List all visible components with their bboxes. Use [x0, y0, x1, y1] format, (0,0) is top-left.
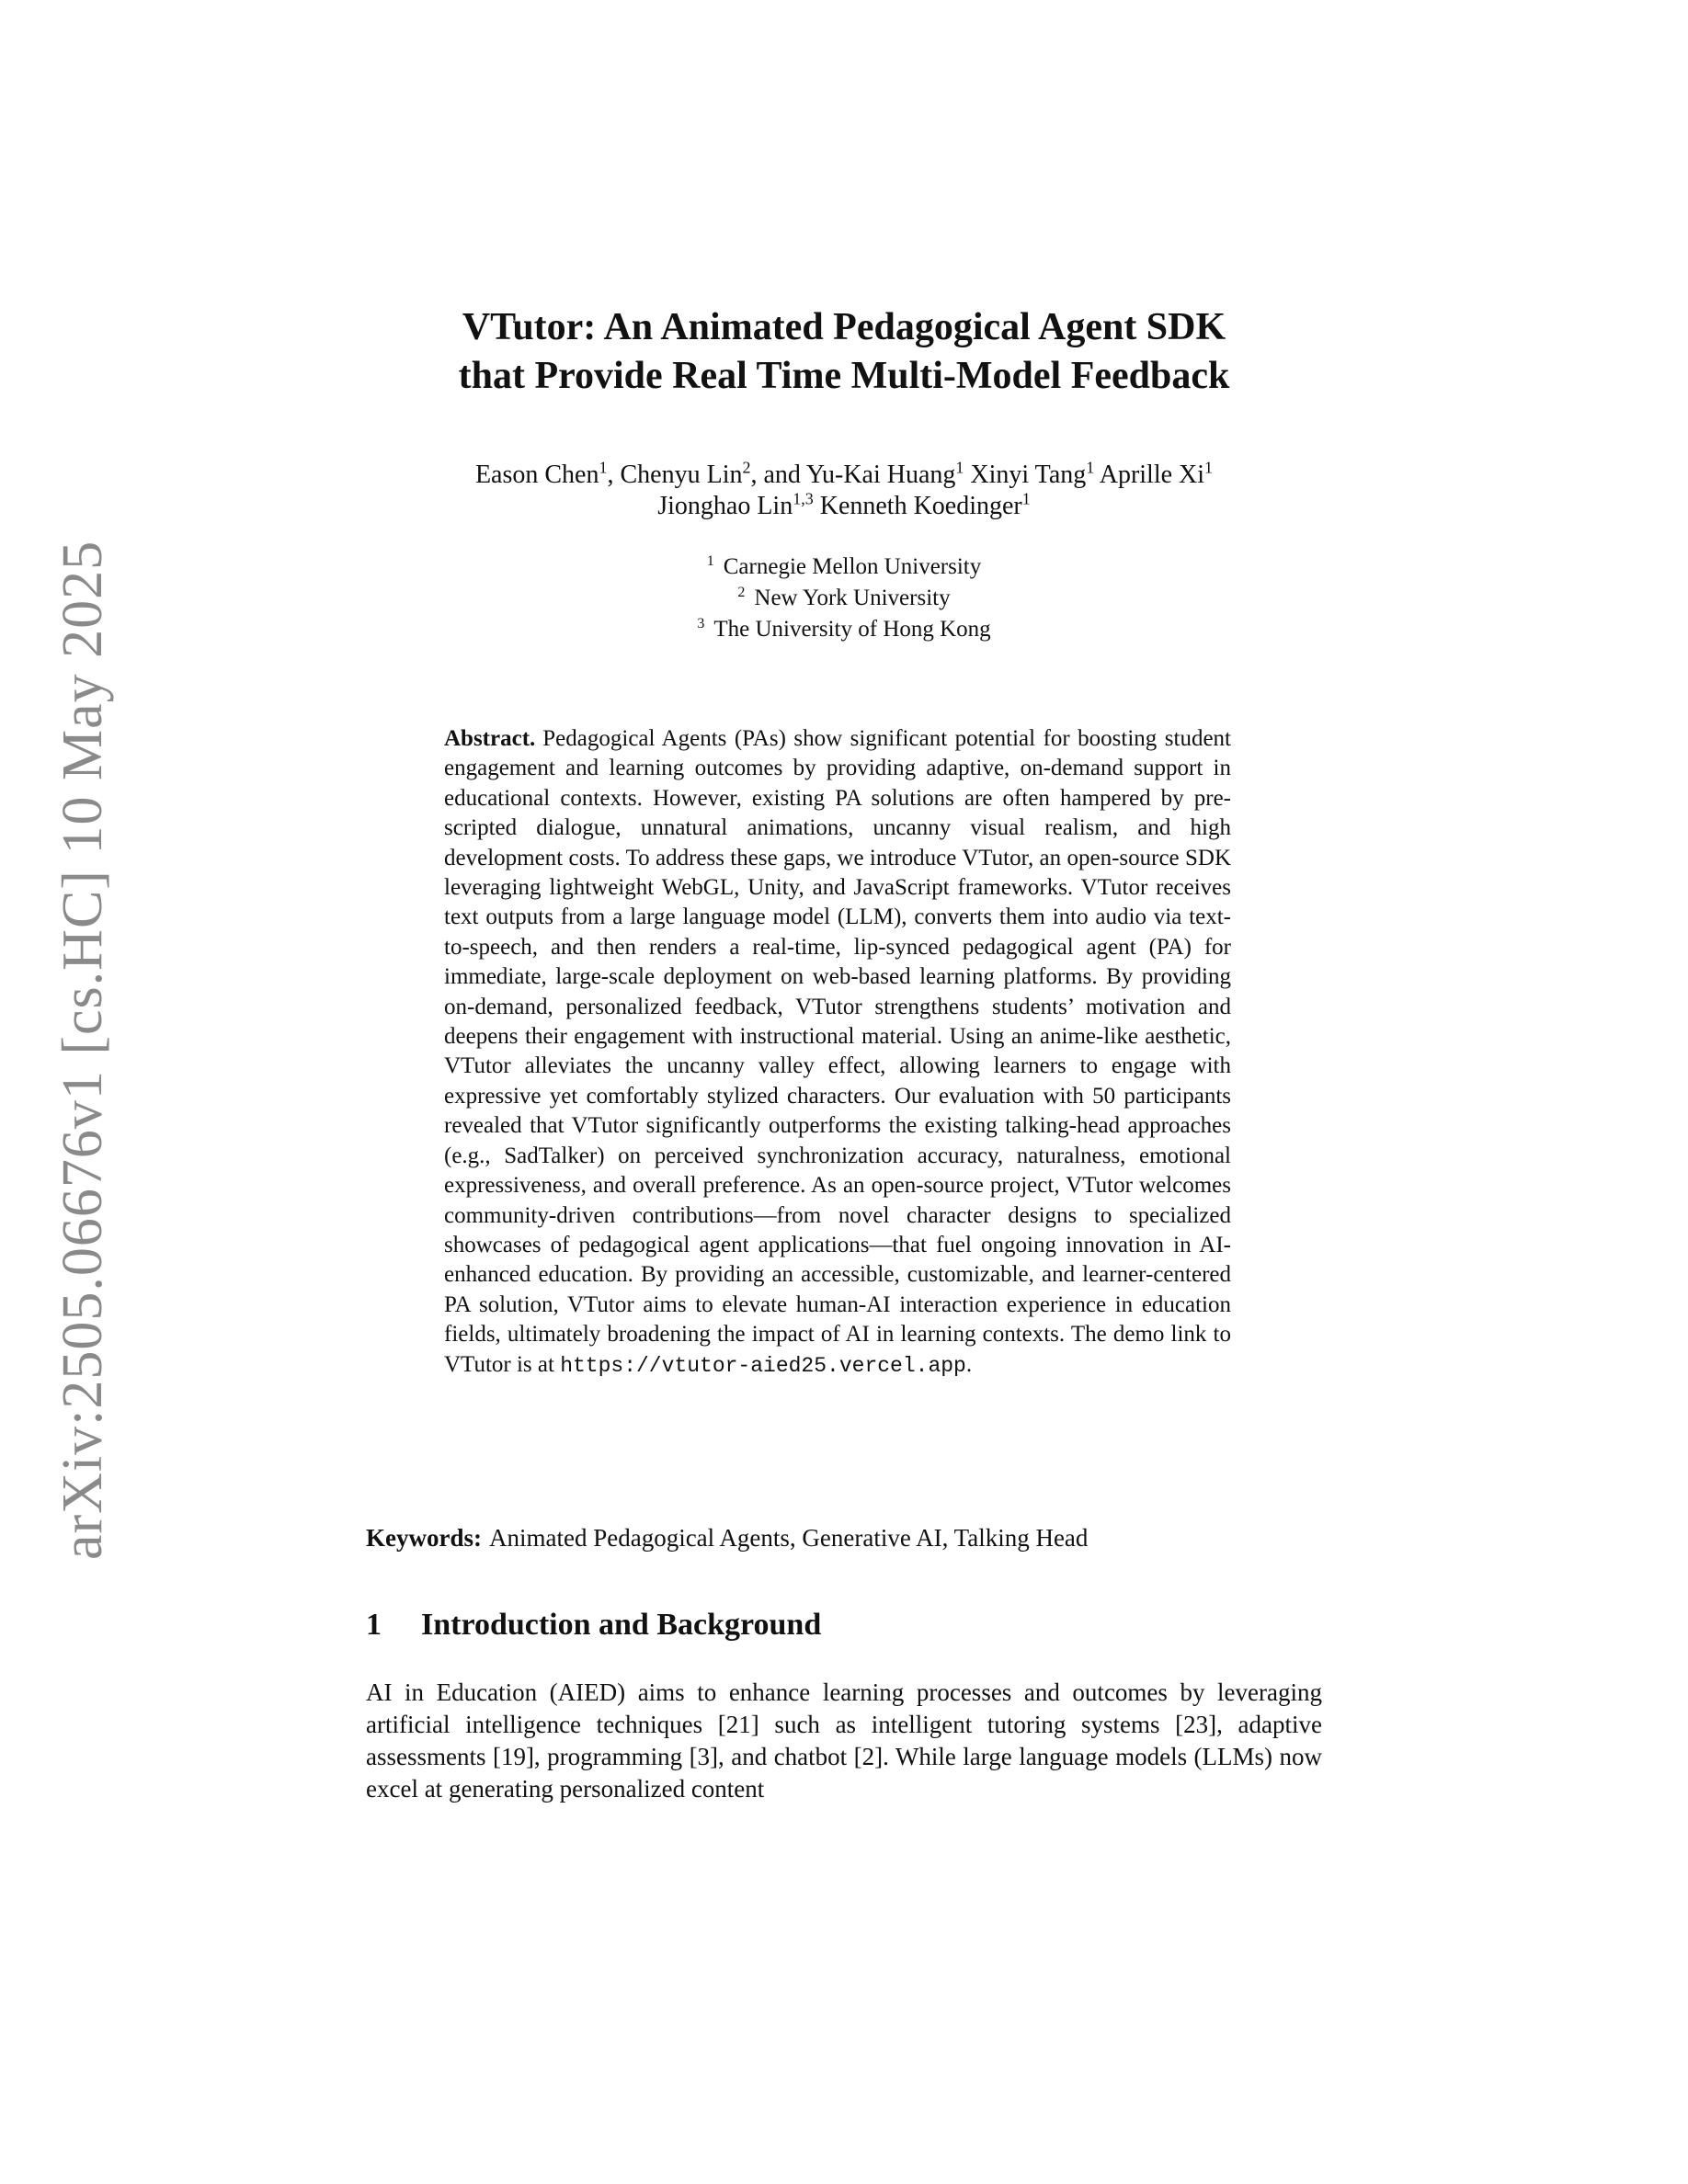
author-affiliation-mark: 1	[599, 458, 608, 477]
arxiv-identifier-stamp: arXiv:2505.06676v1 [cs.HC] 10 May 2025	[51, 540, 114, 1560]
author-line-2	[276, 491, 1412, 522]
author-affiliation-mark: 1	[1021, 489, 1031, 508]
author-list	[276, 460, 1412, 522]
author-name: Jionghao Lin	[657, 492, 793, 520]
keywords	[366, 1522, 1322, 1553]
author-name: Chenyu Lin	[620, 461, 743, 489]
affiliation-list	[276, 552, 1412, 645]
abstract	[444, 724, 1231, 1381]
affiliation-item	[276, 583, 1412, 614]
author-name: Xinyi Tang	[970, 461, 1087, 489]
author-name: Aprille Xi	[1099, 461, 1205, 489]
author-name: Yu-Kai Huang	[805, 461, 956, 489]
author-separator	[814, 492, 820, 520]
author-affiliation-mark: 1,3	[793, 489, 814, 508]
author-affiliation-mark: 1	[1204, 458, 1214, 477]
author-separator: , and	[750, 461, 806, 489]
affiliation-mark: 2	[737, 584, 746, 600]
affiliation-name: The University of Hong Kong	[713, 617, 991, 642]
author-name: Kenneth Koedinger	[819, 492, 1022, 520]
affiliation-item	[276, 552, 1412, 583]
abstract-body: Pedagogical Agents (PAs) show significant potential for boosting student engagement and learning outcomes by providing adaptive, on-demand support in educational contexts. However, existing PA solutions are often hampered by pre-scripted dialogue, unnatural animations, uncanny visual realism, and high development costs. To address these gaps, we introduce VTutor, an open-source SDK leveraging lightweight WebGL, Unity, and JavaScript frameworks. VTutor receives text outputs from a large language model (LLM), converts them into audio via text-to-speech, and then renders a real-time, lip-synced pedagogical agent (PA) for immediate, large-scale deployment on web-based learning platforms. By providing on-demand, personalized feedback, VTutor strengthens students’ motivation and deepens their engagement with instructional material. Using an anime-like aesthetic, VTutor alleviates the uncanny valley effect, allowing learners to engage with expressive yet comfortably stylized characters. Our evaluation with 50 participants revealed that VTutor significantly outperforms the existing talking-head approaches (e.g., SadTalker) on perceived synchronization accuracy, naturalness, emotional expressiveness, and overall preference. As an open-source project, VTutor welcomes community-driven contributions—from novel character designs to specialized showcases of pedagogical agent applications—that fuel ongoing innovation in AI-enhanced education. By providing an accessible, customizable, and learner-centered PA solution, VTutor aims to elevate human-AI interaction experience in education fields, ultimately broadening the impact of AI in learning contexts. The demo link to VTutor is at	[444, 726, 1231, 1377]
keywords-label: Keywords:	[366, 1524, 482, 1552]
affiliation-name: Carnegie Mellon University	[723, 554, 982, 579]
abstract-end-period: .	[965, 1351, 973, 1377]
author-affiliation-mark: 1	[955, 458, 964, 477]
paper-title-line-2: that Provide Real Time Multi-Model Feedback	[458, 355, 1230, 397]
section-number: 1	[366, 1608, 382, 1642]
author-line-1	[276, 460, 1412, 491]
affiliation-mark: 1	[706, 552, 714, 569]
intro-paragraph: AI in Education (AIED) aims to enhance learning processes and outcomes by leveraging artificial intelligence techniques [21] such as intelligent tutoring systems [23], adaptive assessments [19], programming [3], and chatbot [2]. While large language models (LLMs) now excel at generating personalized content	[366, 1678, 1322, 1803]
abstract-label: Abstract.	[444, 726, 536, 751]
affiliation-mark: 3	[697, 615, 705, 631]
demo-link[interactable]: https://vtutor-aied25.vercel.app	[560, 1353, 966, 1378]
affiliation-name: New York University	[754, 586, 951, 610]
paper-title-line-1: VTutor: An Animated Pedagogical Agent SDK	[462, 306, 1226, 348]
paper-title	[276, 303, 1412, 401]
author-affiliation-mark: 2	[742, 458, 751, 477]
section-title: Introduction and Background	[421, 1608, 822, 1642]
affiliation-item	[276, 614, 1412, 645]
author-affiliation-mark: 1	[1086, 458, 1095, 477]
keywords-list: Animated Pedagogical Agents, Generative AI, Talking Head	[488, 1524, 1089, 1552]
author-name: Eason Chen	[474, 461, 599, 489]
section-heading	[366, 1607, 821, 1644]
author-separator: ,	[607, 461, 621, 489]
